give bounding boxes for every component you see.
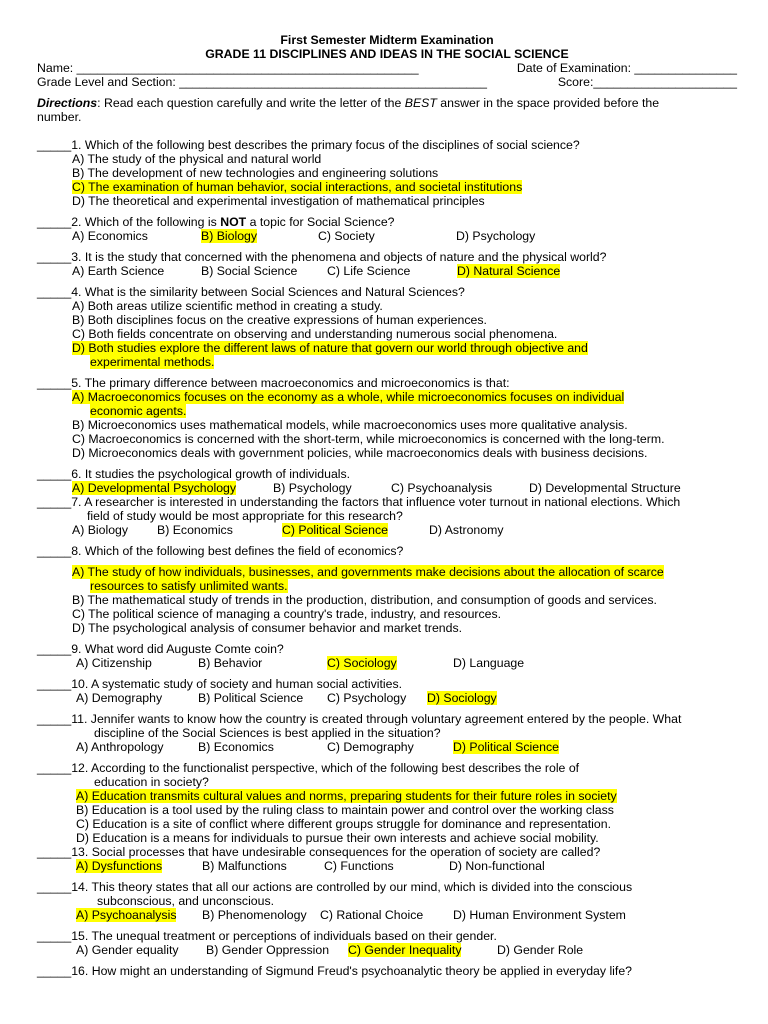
- q1-option-b: B) The development of new technologies and engineering solutions: [72, 166, 439, 180]
- question-16-stem: _____16. How might an understanding of Sigmund Freud's psychoanalytic theory be applied in everyday life?: [37, 964, 633, 978]
- name-field[interactable]: Name: __________________________________________________: [37, 61, 419, 75]
- directions-label: Directions: [37, 96, 98, 110]
- exam-subtitle: GRADE 11 DISCIPLINES AND IDEAS IN THE SOCIAL SCIENCE: [205, 47, 569, 61]
- grade-score-row: [37, 75, 737, 89]
- q5-option-a: A) Macroeconomics focuses on the economy as a whole, while microeconomics focuses on individual: [72, 390, 625, 404]
- q7-options: [37, 523, 737, 537]
- question-7-stem: _____7. A researcher is interested in understanding the factors that influence voter turnout in national elections. Which: [37, 495, 681, 509]
- q14-options: [37, 908, 737, 922]
- q8-option-d: D) The psychological analysis of consumer behavior and market trends.: [72, 621, 463, 635]
- q2-option-d: D) Psychology: [456, 229, 536, 243]
- q3-option-d: D) Natural Science: [457, 264, 561, 278]
- q12-option-b: B) Education is a tool used by the ruling class to maintain power and control over the working class: [76, 803, 614, 817]
- question-2-stem: [37, 215, 737, 229]
- question-8-stem: _____8. Which of the following best defines the field of economics?: [37, 544, 404, 558]
- question-9-stem: _____9. What word did Auguste Comte coin?: [37, 642, 284, 656]
- q9-option-b: B) Behavior: [198, 656, 263, 670]
- exam-title: First Semester Midterm Examination: [280, 33, 494, 47]
- q11-option-c: C) Demography: [327, 740, 414, 754]
- q10-option-d: D) Sociology: [427, 691, 497, 705]
- q6-option-d: D) Developmental Structure: [529, 481, 681, 495]
- q8-option-a-cont: resources to satisfy unlimited wants.: [90, 579, 288, 593]
- q4-option-a: A) Both areas utilize scientific method in creating a study.: [72, 299, 383, 313]
- directions: [37, 96, 737, 110]
- q13-options: [37, 859, 737, 873]
- q5-option-c: C) Macroeconomics is concerned with the short-term, while microeconomics is concerned with the long-term.: [72, 432, 665, 446]
- q14-option-c: C) Rational Choice: [320, 908, 424, 922]
- q6-option-c: C) Psychoanalysis: [391, 481, 493, 495]
- q11-options: [37, 740, 737, 754]
- directions-line2: number.: [37, 110, 82, 124]
- question-7-stem-cont: field of study would be most appropriate for this research?: [87, 509, 403, 523]
- q2-option-b: B) Biology: [201, 229, 258, 243]
- q4-option-d-cont: experimental methods.: [90, 355, 215, 369]
- q12-option-c: C) Education is a site of conflict where different groups struggle for dominance and representation.: [76, 817, 611, 831]
- q12-option-d: D) Education is a means for individuals to pursue their own interests and achieve social mobility.: [76, 831, 599, 845]
- directions-best: BEST: [404, 96, 437, 110]
- question-14-stem-cont: subconscious, and unconscious.: [97, 894, 275, 908]
- question-5-stem: _____5. The primary difference between macroeconomics and microeconomics is that:: [37, 376, 510, 390]
- q8-option-a: A) The study of how individuals, businesses, and governments make decisions about the allocation of scarce: [72, 565, 664, 579]
- name-date-row: [37, 61, 737, 75]
- q9-option-d: D) Language: [453, 656, 525, 670]
- q5-option-a-cont: economic agents.: [90, 404, 187, 418]
- directions-text: : Read each question carefully and write the letter of the: [97, 96, 405, 110]
- q12-option-a: A) Education transmits cultural values and norms, preparing students for their future roles in society: [76, 789, 617, 803]
- q7-option-c: C) Political Science: [282, 523, 388, 537]
- grade-section-field[interactable]: Grade Level and Section: _____________________________________________: [37, 75, 487, 89]
- q8-option-b: B) The mathematical study of trends in the production, distribution, and consumption of goods and services.: [72, 593, 657, 607]
- q10-option-a: A) Demography: [76, 691, 163, 705]
- question-14-stem: _____14. This theory states that all our actions are controlled by our mind, which is divided into the conscious: [37, 880, 633, 894]
- q3-option-b: B) Social Science: [201, 264, 298, 278]
- q4-option-b: B) Both disciplines focus on the creative expressions of human experiences.: [72, 313, 487, 327]
- q2-options: [37, 229, 737, 243]
- q1-option-c: C) The examination of human behavior, social interactions, and societal institutions: [72, 180, 523, 194]
- q13-option-a: A) Dysfunctions: [76, 859, 163, 873]
- q15-options: [37, 943, 737, 957]
- q9-option-a: A) Citizenship: [76, 656, 152, 670]
- q14-option-d: D) Human Environment System: [453, 908, 626, 922]
- directions-text-cont: answer in the space provided before the: [436, 96, 660, 110]
- q2-stem-not: NOT: [220, 215, 247, 229]
- q7-option-d: D) Astronomy: [429, 523, 504, 537]
- q11-option-b: B) Economics: [198, 740, 274, 754]
- q15-option-d: D) Gender Role: [497, 943, 584, 957]
- score-field[interactable]: Score:_____________________: [557, 75, 737, 89]
- q6-option-a: A) Developmental Psychology: [72, 481, 237, 495]
- q15-option-c: C) Gender Inequality: [348, 943, 462, 957]
- q11-option-d: D) Political Science: [453, 740, 559, 754]
- q4-option-d: D) Both studies explore the different laws of nature that govern our world through objective and: [72, 341, 588, 355]
- q3-options: [37, 264, 737, 278]
- q7-option-b: B) Economics: [157, 523, 233, 537]
- q7-option-a: A) Biology: [72, 523, 129, 537]
- q2-stem-b: a topic for Social Science?: [246, 215, 395, 229]
- date-field[interactable]: Date of Examination: _______________: [516, 61, 737, 75]
- q15-option-b: B) Gender Oppression: [206, 943, 330, 957]
- question-6-stem: _____6. It studies the psychological growth of individuals.: [37, 467, 351, 481]
- question-15-stem: _____15. The unequal treatment or perceptions of individuals based on their gender.: [37, 929, 497, 943]
- q13-option-d: D) Non-functional: [449, 859, 545, 873]
- q8-option-c: C) The political science of managing a country's trade, industry, and resources.: [72, 607, 502, 621]
- question-11-stem: _____11. Jennifer wants to know how the country is created through voluntary agreement entered by the people. What: [37, 712, 682, 726]
- question-3-stem: _____3. It is the study that concerned with the phenomena and objects of nature and the physical world?: [37, 250, 607, 264]
- q10-option-c: C) Psychology: [327, 691, 407, 705]
- q5-option-b: B) Microeconomics uses mathematical models, while macroeconomics uses more qualitative analysis.: [72, 418, 628, 432]
- q3-option-c: C) Life Science: [327, 264, 411, 278]
- q9-option-c: C) Sociology: [327, 656, 397, 670]
- question-10-stem: _____10. A systematic study of society and human social activities.: [37, 677, 403, 691]
- q1-option-a: A) The study of the physical and natural world: [72, 152, 322, 166]
- q6-options: [37, 481, 737, 495]
- question-11-stem-cont: discipline of the Social Sciences is best applied in the situation?: [94, 726, 441, 740]
- q6-option-b: B) Psychology: [273, 481, 352, 495]
- q13-option-c: C) Functions: [324, 859, 394, 873]
- q13-option-b: B) Malfunctions: [202, 859, 287, 873]
- q2-option-c: C) Society: [318, 229, 375, 243]
- q5-option-d: D) Microeconomics deals with government policies, while macroeconomics deals with business decisions.: [72, 446, 648, 460]
- q10-option-b: B) Political Science: [198, 691, 304, 705]
- question-1-stem: _____1. Which of the following best describes the primary focus of the disciplines of social science?: [37, 138, 580, 152]
- exam-page: [37, 33, 737, 978]
- q10-options: [37, 691, 737, 705]
- q4-option-c: C) Both fields concentrate on observing and understanding numerous social phenomena.: [72, 327, 558, 341]
- question-4-stem: _____4. What is the similarity between Social Sciences and Natural Sciences?: [37, 285, 465, 299]
- q9-options: [37, 656, 737, 670]
- q11-option-a: A) Anthropology: [76, 740, 164, 754]
- q2-option-a: A) Economics: [72, 229, 148, 243]
- question-12-stem: _____12. According to the functionalist perspective, which of the following best describes the role of: [37, 761, 580, 775]
- q1-option-d: D) The theoretical and experimental investigation of mathematical principles: [72, 194, 485, 208]
- q15-option-a: A) Gender equality: [76, 943, 179, 957]
- question-13-stem: _____13. Social processes that have undesirable consequences for the operation of society are called?: [37, 845, 601, 859]
- q3-option-a: A) Earth Science: [72, 264, 165, 278]
- question-12-stem-cont: education in society?: [94, 775, 209, 789]
- q2-stem-a: _____2. Which of the following is: [37, 215, 221, 229]
- q14-option-a: A) Psychoanalysis: [76, 908, 177, 922]
- q14-option-b: B) Phenomenology: [202, 908, 307, 922]
